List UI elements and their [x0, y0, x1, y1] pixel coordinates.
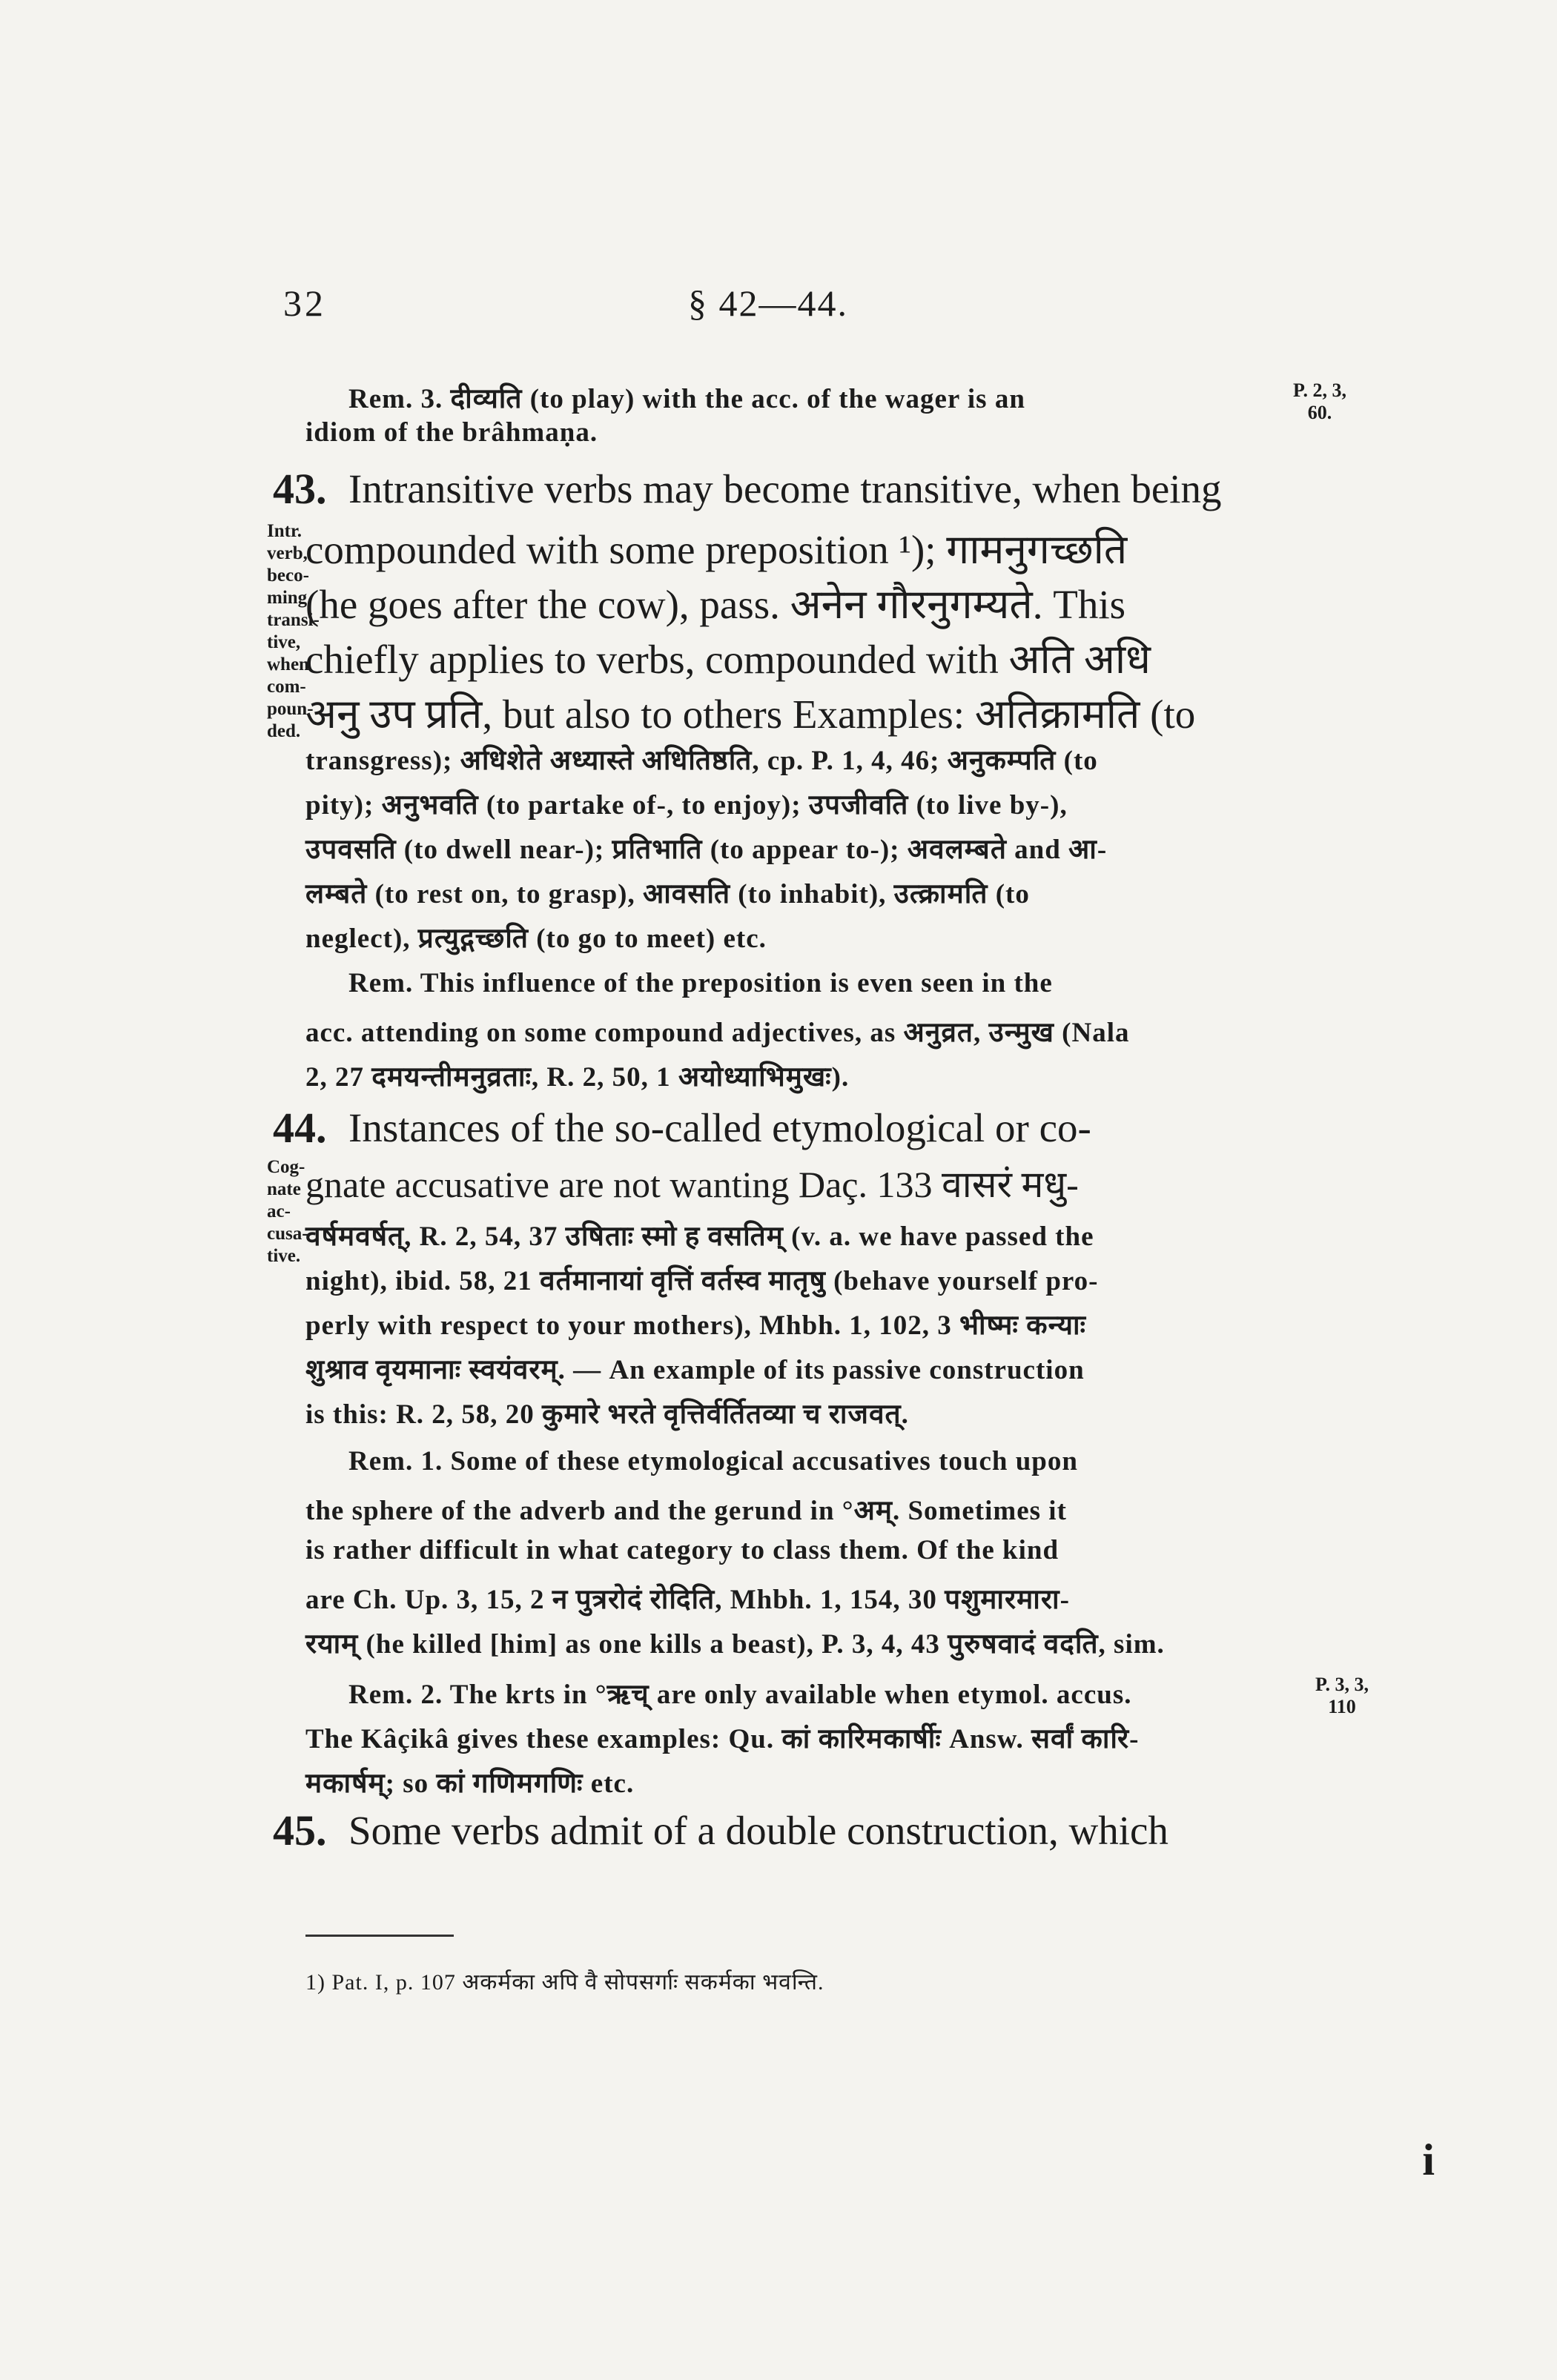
text-line: pity); अनुभवति (to partake of-, to enjoy); उपजीवति (to live by-), [305, 790, 1068, 821]
text-line: compounded with some preposition ¹); गामनुगच्छति [305, 527, 1128, 572]
text-line: is rather difficult in what category to class them. Of the kind [305, 1535, 1060, 1565]
text-line: 2, 27 दमयन्तीमनुव्रताः, R. 2, 50, 1 अयोध्याभिमुखः). [305, 1062, 850, 1093]
text-line: Rem. 1. Some of these etymological accusatives touch upon [348, 1446, 1078, 1476]
text-line: Instances of the so-called etymological or co- [348, 1105, 1091, 1150]
text-line: The Kâçikâ gives these examples: Qu. कां कारिमकार्षीः Answ. सर्वां कारि- [305, 1724, 1140, 1754]
text-line: शुश्राव वृयमानाः स्वयंवरम्. — An example of its passive construction [305, 1355, 1085, 1385]
right-margin-ref: P. 3, 3, 110 [1315, 1674, 1369, 1717]
right-margin-ref: P. 2, 3, 60. [1293, 379, 1346, 423]
text-line: perly with respect to your mothers), Mhbh. 1, 102, 3 भीष्मः कन्याः [305, 1310, 1086, 1341]
text-line: neglect), प्रत्युद्गच्छति (to go to meet) etc. [305, 924, 767, 954]
section-range: § 42—44. [688, 282, 848, 324]
text-line: Rem. 3. दीव्यति (to play) with the acc. of the wager is an [348, 384, 1025, 414]
text-line: उपवसति (to dwell near-); प्रतिभाति (to appear to-); अवलम्बते and आ- [305, 835, 1108, 865]
text-line: Intransitive verbs may become transitive, when being [348, 466, 1222, 511]
text-line: transgress); अधिशेते अध्यास्ते अधितिष्ठति, cp. P. 1, 4, 46; अनुकम्पति (to [305, 746, 1098, 776]
text-line: is this: R. 2, 58, 20 कुमारे भरते वृत्तिर्वर्तितव्या च राजवत्. [305, 1399, 909, 1430]
corner-mark: i [1422, 2135, 1435, 2184]
text-line: रयाम् (he killed [him] as one kills a beast), P. 3, 4, 43 पुरुषवादं वदति, sim. [305, 1629, 1165, 1660]
text-line: Rem. 2. The krts in °ऋच् are only available when etymol. accus. [348, 1680, 1132, 1710]
text-line: idiom of the brâhmaṇa. [305, 417, 598, 448]
text-line: night), ibid. 58, 21 वर्तमानायां वृत्तिं वर्तस्व मातृषु (behave yourself pro- [305, 1266, 1099, 1296]
text-line: लम्बते (to rest on, to grasp), आवसति (to inhabit), उत्क्रामति (to [305, 879, 1030, 909]
text-line: वर्षमवर्षत्, R. 2, 54, 37 उषिताः स्मो ह वसतिम् (v. a. we have passed the [305, 1222, 1094, 1252]
text-line: gnate accusative are not wanting Daç. 133 वासरं मधु- [305, 1164, 1079, 1205]
footnote: 1) Pat. I, p. 107 अकर्मका अपि वै सोपसर्गाः सकर्मका भवन्ति. [305, 1970, 824, 1995]
text-line: chiefly applies to verbs, compounded with अति अधि [305, 637, 1151, 682]
section-number: 43. [273, 465, 327, 513]
margin-note: Cog-nate ac-cusa-tive. [267, 1157, 308, 1266]
text-line: मकार्षम्; so कां गणिमगणिः etc. [305, 1769, 635, 1799]
page-number: 32 [283, 282, 326, 324]
section-number: 44. [273, 1104, 327, 1152]
section-number: 45. [273, 1806, 327, 1854]
margin-note: Intr. verb, beco-ming transi-tive, when com-poun-ded. [267, 521, 320, 741]
text-line: are Ch. Up. 3, 15, 2 न पुत्ररोदं रोदिति, Mhbh. 1, 154, 30 पशुमारमारा- [305, 1585, 1070, 1615]
footnote-divider [305, 1935, 454, 1937]
text-line: acc. attending on some compound adjectives, as अनुव्रत, उन्मुख (Nala [305, 1018, 1130, 1048]
text-line: (he goes after the cow), pass. अनेन गौरनुगम्यते. This [305, 582, 1126, 627]
text-line: Rem. This influence of the preposition is even seen in the [348, 968, 1053, 998]
text-line: अनु उप प्रति, but also to others Examples: अतिक्रामति (to [305, 692, 1196, 737]
text-line: Some verbs admit of a double construction, which [348, 1808, 1168, 1853]
text-line: the sphere of the adverb and the gerund in °अम्. Sometimes it [305, 1496, 1067, 1526]
